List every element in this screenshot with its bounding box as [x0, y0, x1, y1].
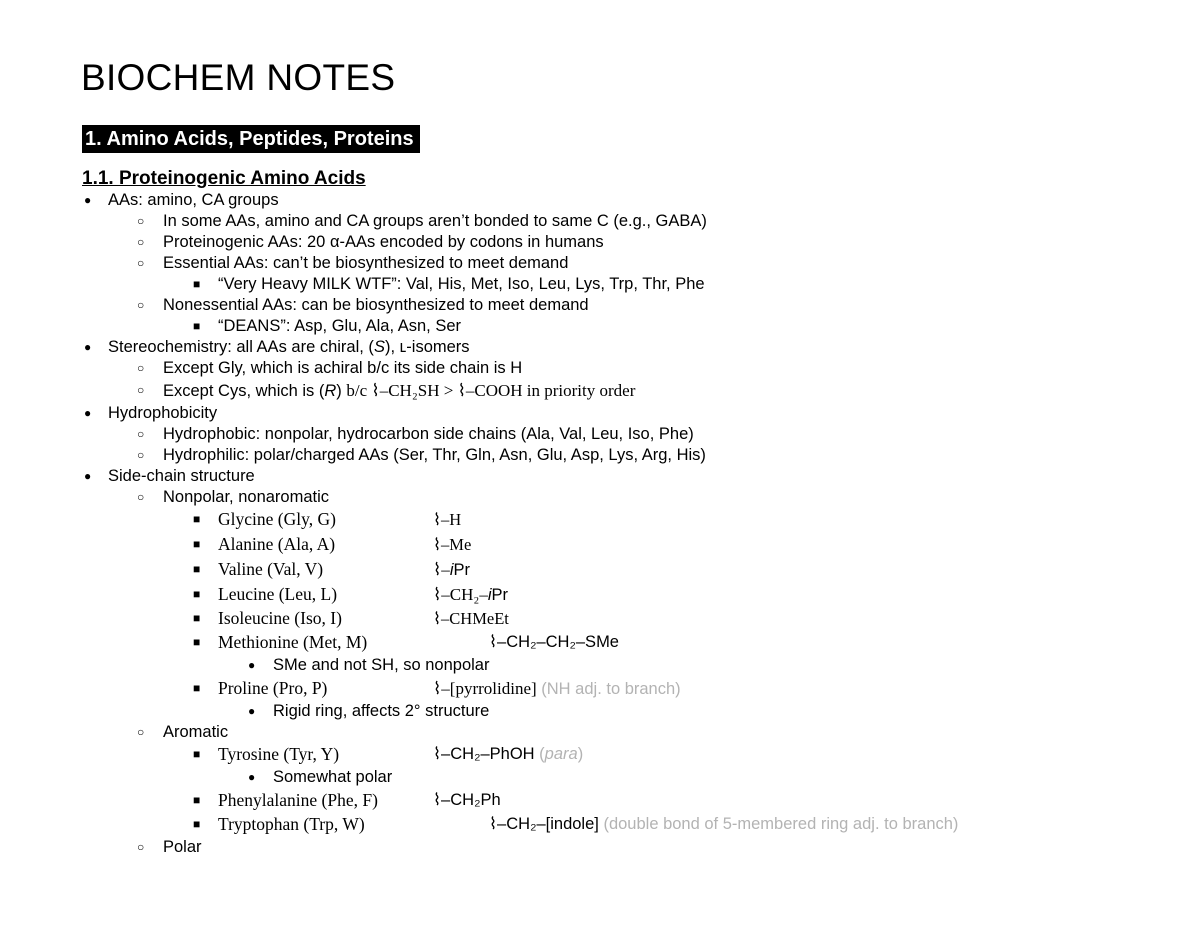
amino-acid-name: Isoleucine (Iso, I): [218, 608, 342, 628]
side-chain-formula: ⌇–CHMeEt: [433, 609, 509, 628]
amino-acid-name: Tyrosine (Tyr, Y): [218, 744, 340, 764]
amino-acid-name: Alanine (Ala, A): [218, 534, 336, 554]
grey-annotation: (double bond of 5-membered ring adj. to branch): [603, 815, 959, 833]
grey-annotation: [539, 745, 583, 763]
disc-bullet: ●: [248, 658, 256, 672]
side-chain-formula: ⌇–CH₂Ph: [433, 791, 501, 809]
list-item: [163, 380, 635, 402]
square-bullet: ■: [193, 319, 201, 333]
amino-acid-name: Tryptophan (Trp, W): [218, 814, 365, 834]
circle-bullet: ○: [137, 427, 145, 441]
grey-annotation: (NH adj. to branch): [541, 680, 681, 698]
text-segment: para: [544, 745, 578, 763]
circle-bullet: ○: [137, 214, 145, 228]
text-segment: i: [487, 586, 492, 604]
amino-acid-name: Methionine (Met, M): [218, 632, 368, 652]
square-bullet: ■: [193, 562, 201, 576]
square-bullet: ■: [193, 611, 201, 625]
text-segment: ⌇–CH₂–PhOH: [433, 745, 535, 763]
disc-bullet: ●: [84, 340, 92, 354]
amino-acid-name: Phenylalanine (Phe, F): [218, 790, 378, 810]
list-item-side-chain: Side-chain structure: [108, 467, 255, 485]
list-item-note: Somewhat polar: [273, 768, 393, 786]
square-bullet: ■: [193, 512, 201, 526]
disc-bullet: ●: [84, 406, 92, 420]
square-bullet: ■: [193, 587, 201, 601]
square-bullet: ■: [193, 635, 201, 649]
text-segment: ): [336, 382, 347, 400]
circle-bullet: ○: [137, 840, 145, 854]
list-item-hydrophobicity: Hydrophobicity: [108, 404, 218, 422]
text-segment: b/c ⌇–CH₂SH > ⌇–COOH in priority order: [346, 381, 636, 400]
square-bullet: ■: [193, 747, 201, 761]
list-item: Nonessential AAs: can be biosynthesized to meet demand: [163, 296, 589, 314]
side-chain-formula: [433, 678, 681, 700]
list-item: Hydrophilic: polar/charged AAs (Ser, Thr, Gln, Asn, Glu, Asp, Lys, Arg, His): [163, 446, 706, 464]
square-bullet: ■: [193, 793, 201, 807]
list-item: Essential AAs: can’t be biosynthesized to meet demand: [163, 254, 569, 272]
disc-bullet: ●: [84, 193, 92, 207]
text-segment: Stereochemistry: all AAs are chiral, (: [108, 338, 374, 356]
square-bullet: ■: [193, 537, 201, 551]
list-item: “DEANS”: Asp, Glu, Ala, Asn, Ser: [218, 317, 462, 335]
text-segment: ), ʟ-isomers: [384, 338, 470, 356]
list-item-note: SMe and not SH, so nonpolar: [273, 656, 490, 674]
list-item: “Very Heavy MILK WTF”: Val, His, Met, Iso, Leu, Lys, Trp, Thr, Phe: [218, 275, 705, 293]
text-segment: ⌇–: [433, 560, 450, 579]
text-segment: ⌇–[pyrrolidine]: [433, 679, 537, 698]
section-heading-1-1: 1.1. Proteinogenic Amino Acids: [82, 168, 366, 189]
text-segment: i: [449, 561, 454, 579]
page-title: BIOCHEM NOTES: [81, 57, 396, 98]
square-bullet: ■: [193, 277, 201, 291]
text-segment: ): [577, 745, 584, 763]
list-item-aromatic: Aromatic: [163, 723, 229, 741]
amino-acid-name: Valine (Val, V): [218, 559, 324, 579]
text-segment: ⌇–CH₂–: [433, 585, 488, 604]
text-segment: Pr: [453, 561, 470, 579]
disc-bullet: ●: [84, 469, 92, 483]
disc-bullet: ●: [248, 704, 256, 718]
side-chain-formula: [433, 584, 508, 606]
text-segment: S: [373, 338, 385, 356]
disc-bullet: ●: [248, 770, 256, 784]
side-chain-formula: [433, 744, 583, 765]
list-item-polar: Polar: [163, 838, 202, 856]
circle-bullet: ○: [137, 383, 145, 397]
circle-bullet: ○: [137, 490, 145, 504]
list-item: Except Gly, which is achiral b/c its side chain is H: [163, 359, 523, 377]
circle-bullet: ○: [137, 256, 145, 270]
circle-bullet: ○: [137, 725, 145, 739]
text-segment: Pr: [491, 586, 509, 604]
side-chain-formula: ⌇–Me: [433, 535, 472, 554]
list-item: Hydrophobic: nonpolar, hydrocarbon side chains (Ala, Val, Leu, Iso, Phe): [163, 425, 694, 443]
list-item-nonpolar: Nonpolar, nonaromatic: [163, 488, 330, 506]
text-segment: ⌇–CH₂–[indole]: [489, 815, 599, 833]
section-heading-1: 1. Amino Acids, Peptides, Proteins: [82, 125, 420, 153]
side-chain-formula: ⌇–CH₂–CH₂–SMe: [489, 633, 619, 651]
text-segment: (: [539, 745, 545, 763]
text-segment: Except Cys, which is (: [163, 382, 325, 400]
circle-bullet: ○: [137, 361, 145, 375]
square-bullet: ■: [193, 817, 201, 831]
amino-acid-name: Leucine (Leu, L): [218, 584, 338, 604]
list-item: In some AAs, amino and CA groups aren’t bonded to same C (e.g., GABA): [163, 212, 707, 230]
list-item: Proteinogenic AAs: 20 α-AAs encoded by codons in humans: [163, 233, 604, 251]
side-chain-formula: ⌇–H: [433, 510, 462, 529]
amino-acid-name: Glycine (Gly, G): [218, 509, 336, 529]
list-item-note: Rigid ring, affects 2° structure: [273, 702, 490, 720]
circle-bullet: ○: [137, 235, 145, 249]
list-item-stereochemistry: [108, 337, 470, 358]
square-bullet: ■: [193, 681, 201, 695]
list-item-aas: AAs: amino, CA groups: [108, 191, 279, 209]
circle-bullet: ○: [137, 448, 145, 462]
text-segment: R: [324, 382, 337, 400]
side-chain-formula: [489, 814, 958, 835]
side-chain-formula: [433, 559, 470, 581]
circle-bullet: ○: [137, 298, 145, 312]
amino-acid-name: Proline (Pro, P): [218, 678, 328, 698]
